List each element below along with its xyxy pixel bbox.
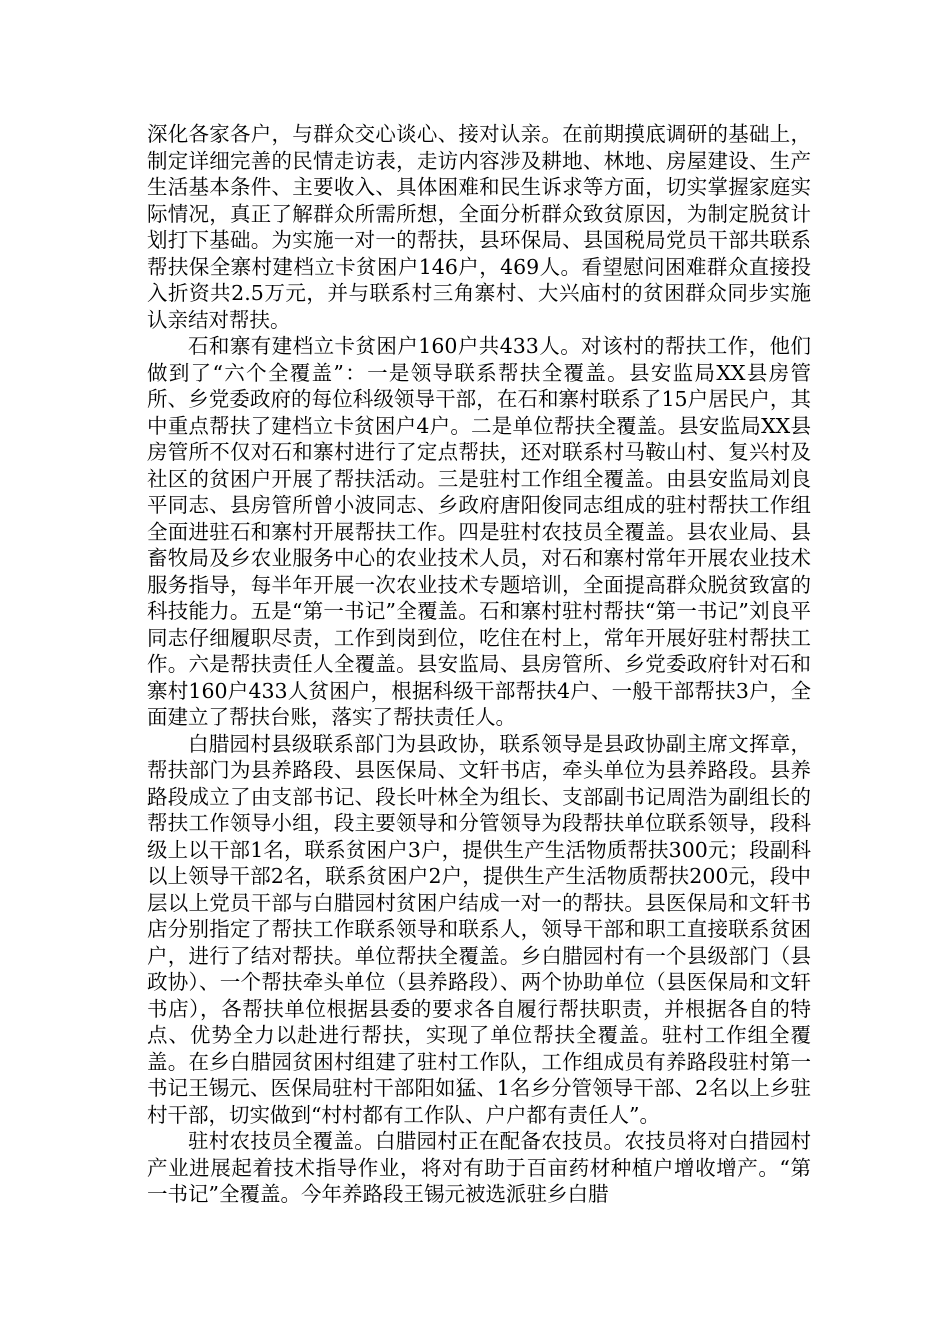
paragraph-bailayuan-village: 白腊园村县级联系部门为县政协，联系领导是县政协副主席文挥章，帮扶部门为县养路段、县医保局、文轩书店，牵头单位为县养路段。县养路段成立了由支部书记、段长叶林全为组长、支部副书记周浩为副组长的帮扶工作领导小组，段主要领导和分管领导为段帮扶单位联系领导，段科级上以干部1名，联系贫困户3户，提供生产生活物质帮扶300元；段副科以上领导干部2名，联系贫困户2户，提供生产生活物质帮扶200元，段中层以上党员干部与白腊园村贫困户结成一对一的帮扶。县医保局和文轩书店分别指定了帮扶工作联系领导和联系人，领导干部和职工直接联系贫困户，进行了结对帮扶。单位帮扶全覆盖。乡白腊园村有一个县级部门（县政协）、一个帮扶牵头单位（县养路段）、两个协助单位（县医保局和文轩书店），各帮扶单位根据县委的要求各自履行帮扶职责，并根据各自的特点、优势全力以赴进行帮扶，实现了单位帮扶全覆盖。驻村工作组全覆盖。在乡白腊园贫困村组建了驻村工作队，工作组成员有养路段驻村第一书记王锡元、医保局驻村干部阳如猛、1名乡分管领导干部、2名以上乡驻村干部，切实做到“村村都有工作队、户户都有责任人”。 (147, 731, 811, 1127)
paragraph-shihezhai-village: 石和寨有建档立卡贫困户160户共433人。对该村的帮扶工作，他们做到了“六个全覆盖”：一是领导联系帮扶全覆盖。县安监局XX县房管所、乡党委政府的每位科级领导干部，在石和寨村联系了15户居民户，其中重点帮扶了建档立卡贫困户4户。二是单位帮扶全覆盖。县安监局XX县房管所不仅对石和寨村进行了定点帮扶，还对联系村马鞍山村、复兴村及社区的贫困户开展了帮扶活动。三是驻村工作组全覆盖。由县安监局刘良平同志、县房管所曾小波同志、乡政府唐阳俊同志组成的驻村帮扶工作组全面进驻石和寨村开展帮扶工作。四是驻村农技员全覆盖。县农业局、县畜牧局及乡农业服务中心的农业技术人员，对石和寨村常年开展农业技术服务指导，每半年开展一次农业技术专题培训，全面提高群众脱贫致富的科技能力。五是“第一书记”全覆盖。石和寨村驻村帮扶“第一书记”刘良平同志仔细履职尽责，工作到岗到位，吃住在村上，常年开展好驻村帮扶工作。六是帮扶责任人全覆盖。县安监局、县房管所、乡党委政府针对石和寨村160户433人贫困户，根据科级干部帮扶4户、一般干部帮扶3户，全面建立了帮扶台账，落实了帮扶责任人。 (147, 334, 811, 729)
paragraph-household-visits: 深化各家各户，与群众交心谈心、接对认亲。在前期摸底调研的基础上，制定详细完善的民情走访表，走访内容涉及耕地、林地、房屋建设、生产生活基本条件、主要收入、具体困难和民生诉求等方面，切实掌握家庭实际情况，真正了解群众所需所想，全面分析群众致贫原因，为制定脱贫计划打下基础。为实施一对一的帮扶，县环保局、县国税局党员干部共联系帮扶保全寨村建档立卡贫困户146户，469人。看望慰问困难群众直接投入折资共2.5万元，并与联系村三角寨村、大兴庙村的贫困群众同步实施认亲结对帮扶。 (147, 122, 811, 332)
paragraph-agri-technician: 驻村农技员全覆盖。白腊园村正在配备农技员。农技员将对白措园村产业进展起着技术指导作业，将对有助于百亩药材种植户增收增产。“第一书记”全覆盖。今年养路段王锡元被选派驻乡白腊 (147, 1129, 811, 1206)
document-page (147, 121, 811, 1208)
